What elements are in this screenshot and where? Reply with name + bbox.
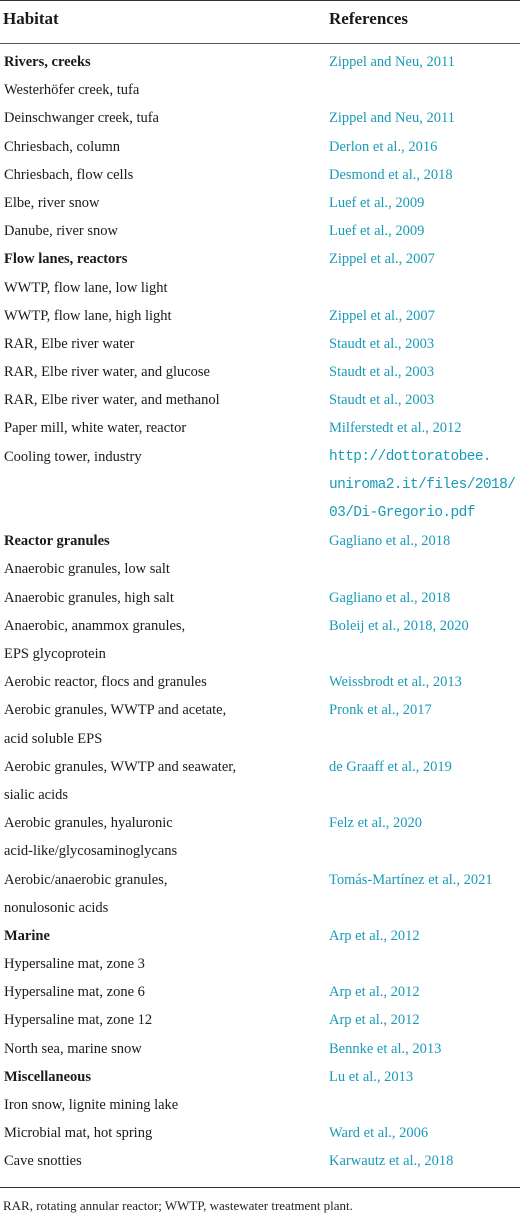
reference-link[interactable]: Gagliano et al., 2018 bbox=[329, 589, 451, 606]
table-row bbox=[0, 414, 520, 442]
habitat-cell: RAR, Elbe river water bbox=[4, 335, 135, 352]
table-row bbox=[0, 189, 520, 217]
habitat-cell: Cooling tower, industry bbox=[4, 448, 142, 465]
reference-link[interactable]: Lu et al., 2013 bbox=[329, 1068, 414, 1085]
habitat-cell: Deinschwanger creek, tufa bbox=[4, 110, 159, 127]
habitat-cell: Hypersaline mat, zone 6 bbox=[4, 984, 145, 1001]
reference-link[interactable]: Luef et al., 2009 bbox=[329, 223, 425, 240]
table-row bbox=[0, 555, 520, 583]
table-row bbox=[0, 809, 520, 865]
habitat-cell: Danube, river snow bbox=[4, 223, 118, 240]
table-row bbox=[0, 161, 520, 189]
section-heading: Rivers, creeks bbox=[4, 54, 91, 70]
header-habitat: Habitat bbox=[3, 9, 59, 28]
table-row bbox=[0, 358, 520, 386]
table-row bbox=[0, 133, 520, 161]
habitat-cell: Anaerobic granules, low salt bbox=[4, 561, 170, 578]
habitat-cell: Chriesbach, flow cells bbox=[4, 166, 134, 183]
habitat-cell: Aerobic granules, WWTP and acetate, acid soluble EPS bbox=[4, 702, 227, 747]
table-row bbox=[0, 302, 520, 330]
table-row bbox=[0, 386, 520, 414]
reference-link[interactable]: Arp et al., 2012 bbox=[329, 1012, 420, 1029]
table-row bbox=[0, 330, 520, 358]
table-row bbox=[0, 1091, 520, 1119]
reference-link[interactable]: Staudt et al., 2003 bbox=[329, 335, 435, 352]
habitat-cell: Paper mill, white water, reactor bbox=[4, 420, 187, 437]
habitat-cell: Elbe, river snow bbox=[4, 194, 100, 211]
habitat-cell: Aerobic granules, hyaluronic acid-like/glycosaminoglycans bbox=[4, 815, 178, 860]
table-row bbox=[0, 950, 520, 978]
reference-link[interactable]: Desmond et al., 2018 bbox=[329, 166, 453, 183]
table-body bbox=[0, 48, 520, 1176]
habitat-cell: Aerobic reactor, flocs and granules bbox=[4, 674, 207, 691]
habitat-cell: Iron snow, lignite mining lake bbox=[4, 1097, 179, 1114]
table-row bbox=[0, 584, 520, 612]
habitat-cell: Westerhöfer creek, tufa bbox=[4, 82, 140, 99]
table-row bbox=[0, 245, 520, 273]
habitat-cell: Aerobic granules, WWTP and seawater, sialic acids bbox=[4, 758, 237, 803]
header-references: References bbox=[329, 9, 408, 28]
reference-link[interactable]: de Graaff et al., 2019 bbox=[329, 758, 452, 775]
habitat-cell: WWTP, flow lane, high light bbox=[4, 307, 172, 324]
table-row bbox=[0, 1035, 520, 1063]
habitat-cell: Microbial mat, hot spring bbox=[4, 1125, 153, 1142]
reference-link[interactable]: Arp et al., 2012 bbox=[329, 984, 420, 1001]
reference-link[interactable]: Staudt et al., 2003 bbox=[329, 364, 435, 381]
table-bottom-rule bbox=[0, 1187, 520, 1188]
reference-link[interactable]: Derlon et al., 2016 bbox=[329, 138, 438, 155]
table-row bbox=[0, 1147, 520, 1175]
reference-link[interactable]: Luef et al., 2009 bbox=[329, 194, 425, 211]
table-row bbox=[0, 443, 520, 528]
table-row bbox=[0, 274, 520, 302]
reference-link[interactable]: Staudt et al., 2003 bbox=[329, 392, 435, 409]
reference-link[interactable]: Pronk et al., 2017 bbox=[329, 702, 432, 719]
habitat-cell: North sea, marine snow bbox=[4, 1040, 142, 1057]
table-row bbox=[0, 753, 520, 809]
table-footnote: RAR, rotating annular reactor; WWTP, wastewater treatment plant. bbox=[3, 1198, 353, 1213]
table-row bbox=[0, 76, 520, 104]
reference-link[interactable]: Ward et al., 2006 bbox=[329, 1125, 429, 1142]
reference-link[interactable]: Gagliano et al., 2018 bbox=[329, 533, 451, 550]
table-row bbox=[0, 922, 520, 950]
habitat-cell: Hypersaline mat, zone 12 bbox=[4, 1012, 153, 1029]
section-heading: Reactor granules bbox=[4, 533, 110, 550]
reference-link[interactable]: Zippel and Neu, 2011 bbox=[329, 54, 455, 70]
reference-link[interactable]: Bennke et al., 2013 bbox=[329, 1040, 442, 1057]
reference-link[interactable]: Zippel et al., 2007 bbox=[329, 307, 435, 324]
habitat-cell: Cave snotties bbox=[4, 1153, 82, 1170]
habitat-cell: Anaerobic, anammox granules, EPS glycoprotein bbox=[4, 617, 186, 662]
table-row bbox=[0, 978, 520, 1006]
section-heading: Flow lanes, reactors bbox=[4, 251, 128, 268]
reference-link[interactable]: Tomás-Martínez et al., 2021 bbox=[329, 871, 493, 888]
table-row bbox=[0, 612, 520, 668]
section-heading: Marine bbox=[4, 927, 50, 944]
table-header bbox=[0, 0, 520, 44]
table-row bbox=[0, 1119, 520, 1147]
reference-link[interactable]: Weissbrodt et al., 2013 bbox=[329, 674, 462, 691]
reference-link[interactable]: Zippel et al., 2007 bbox=[329, 251, 435, 268]
habitat-cell: WWTP, flow lane, low light bbox=[4, 279, 168, 296]
table-row bbox=[0, 696, 520, 752]
reference-link[interactable]: Felz et al., 2020 bbox=[329, 815, 423, 832]
table-row bbox=[0, 1006, 520, 1034]
habitat-cell: Aerobic/anaerobic granules, nonulosonic acids bbox=[4, 871, 168, 916]
habitat-cell: Anaerobic granules, high salt bbox=[4, 589, 174, 606]
table-row bbox=[0, 668, 520, 696]
table-row bbox=[0, 104, 520, 132]
reference-link[interactable]: Karwautz et al., 2018 bbox=[329, 1153, 454, 1170]
table-row bbox=[0, 866, 520, 922]
header-rule bbox=[0, 43, 520, 44]
habitat-cell: RAR, Elbe river water, and methanol bbox=[4, 392, 220, 409]
table-row bbox=[0, 217, 520, 245]
table-row bbox=[0, 1063, 520, 1091]
reference-link[interactable]: Milferstedt et al., 2012 bbox=[329, 420, 462, 437]
habitat-cell: Chriesbach, column bbox=[4, 138, 120, 155]
table-row bbox=[0, 48, 520, 76]
reference-link[interactable]: http://dottoratobee. uniroma2.it/files/2018/ 03/Di-Gregorio.pdf bbox=[329, 448, 516, 522]
reference-link[interactable]: Boleij et al., 2018, 2020 bbox=[329, 617, 469, 634]
reference-link[interactable]: Zippel and Neu, 2011 bbox=[329, 110, 455, 127]
reference-link[interactable]: Arp et al., 2012 bbox=[329, 927, 420, 944]
table-row bbox=[0, 527, 520, 555]
section-heading: Miscellaneous bbox=[4, 1068, 91, 1085]
habitat-cell: RAR, Elbe river water, and glucose bbox=[4, 364, 210, 381]
habitat-cell: Hypersaline mat, zone 3 bbox=[4, 956, 145, 973]
